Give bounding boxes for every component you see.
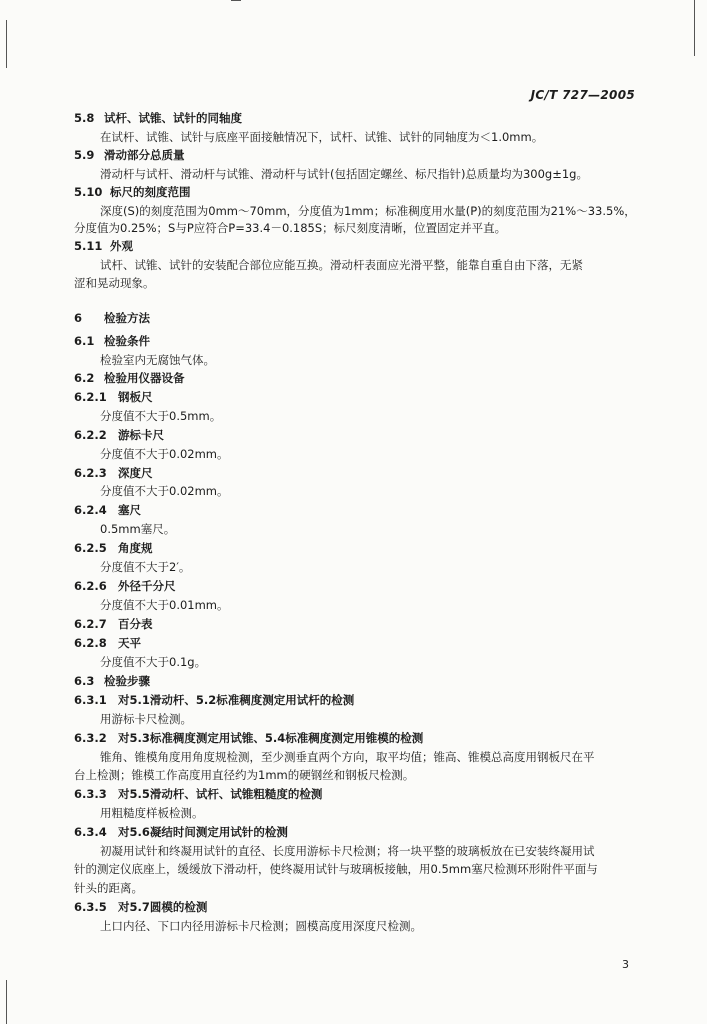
section-number: 6.3.4 (74, 825, 107, 839)
section-number: 5.10 (74, 185, 103, 199)
section-heading (74, 389, 153, 405)
section-title: 外观 (110, 239, 133, 253)
section-number: 6.2.4 (74, 503, 107, 517)
body-text-line: 初凝用试针和终凝用试针的直径、长度用游标卡尺检测；将一块平整的玻璃板放在已安装终凝用试 (100, 844, 595, 858)
body-text-line: 锥角、锥模角度用角度规检测，至少测垂直两个方向，取平均值；锥高、锥模总高度用钢板尺在平 (100, 750, 595, 764)
body-text-line: 0.5mm塞尺。 (100, 522, 176, 536)
section-heading (74, 899, 207, 915)
section-number: 6.3.2 (74, 731, 107, 745)
body-text-line: 涩和晃动现象。 (74, 276, 155, 290)
section-title: 游标卡尺 (118, 428, 164, 442)
section-number: 5.8 (74, 111, 95, 125)
section-title: 试杆、试锥、试针的同轴度 (104, 111, 242, 125)
section-number: 6.2 (74, 371, 95, 385)
body-text-line: 分度值不大于0.1g。 (100, 655, 207, 669)
section-title: 塞尺 (118, 503, 141, 517)
section-number: 6.2.7 (74, 617, 107, 631)
section-number: 6.2.5 (74, 541, 107, 555)
section-heading (74, 824, 288, 840)
section-title: 百分表 (118, 617, 153, 631)
body-text-line: 分度值不大于0.02mm。 (100, 447, 229, 461)
scan-edge-mark (6, 980, 7, 1024)
section-heading (74, 786, 322, 802)
section-number: 6 (74, 311, 83, 325)
body-text-line: 检验室内无腐蚀气体。 (100, 353, 215, 367)
standard-code: JC/T 727—2005 (530, 88, 635, 102)
section-heading (74, 673, 150, 689)
section-number: 5.11 (74, 239, 103, 253)
section-title: 对5.6凝结时间测定用试针的检测 (118, 825, 288, 839)
section-heading (74, 370, 185, 386)
body-text-line: 分度值为0.25%；S与P应符合P=33.4－0.185S；标尺刻度清晰，位置固定并平直。 (74, 221, 507, 235)
section-number: 6.3.5 (74, 900, 107, 914)
section-number: 6.2.1 (74, 390, 107, 404)
section-title: 对5.3标准稠度测定用试锥、5.4标准稠度测定用锥模的检测 (118, 731, 424, 745)
section-number: 6.2.6 (74, 579, 107, 593)
scan-edge-mark (6, 20, 7, 68)
section-number: 6.3 (74, 674, 95, 688)
section-title: 钢板尺 (118, 390, 153, 404)
body-text-line: 用游标卡尺检测。 (100, 712, 192, 726)
section-heading (74, 147, 185, 163)
section-heading (74, 540, 153, 556)
section-title: 角度规 (118, 541, 153, 555)
body-text-line: 分度值不大于0.02mm。 (100, 484, 229, 498)
section-number: 6.2.8 (74, 636, 107, 650)
section-number: 6.1 (74, 334, 95, 348)
section-heading (74, 310, 150, 326)
section-heading (74, 427, 164, 443)
page-number: 3 (622, 958, 629, 971)
scan-edge-mark (694, 0, 695, 56)
section-title: 检验条件 (104, 334, 150, 348)
section-number: 5.9 (74, 148, 95, 162)
section-title: 检验方法 (104, 311, 150, 325)
section-number: 6.2.3 (74, 466, 107, 480)
section-title: 外径千分尺 (118, 579, 176, 593)
body-text-line: 在试杆、试锥、试针与底座平面接触情况下，试杆、试锥、试针的同轴度为＜1.0mm。 (100, 130, 544, 144)
body-text-line: 台上检测；锥模工作高度用直径约为1mm的硬钢丝和钢板尺检测。 (74, 768, 415, 782)
section-title: 检验步骤 (104, 674, 150, 688)
body-text-line: 分度值不大于0.5mm。 (100, 409, 222, 423)
section-title: 天平 (118, 636, 141, 650)
body-text-line: 分度值不大于2′。 (100, 560, 191, 574)
body-text-line: 分度值不大于0.01mm。 (100, 598, 229, 612)
section-title: 检验用仪器设备 (104, 371, 185, 385)
body-text-line: 试杆、试锥、试针的安装配合部位应能互换。滑动杆表面应光滑平整，能靠自重自由下落，无紧 (100, 258, 583, 272)
body-text-line: 上口内径、下口内径用游标卡尺检测；圆模高度用深度尺检测。 (100, 919, 422, 933)
body-text-line: 针头的距离。 (74, 881, 143, 895)
section-title: 深度尺 (118, 466, 153, 480)
section-heading (74, 184, 191, 200)
section-title: 对5.1滑动杆、5.2标准稠度测定用试杆的检测 (118, 693, 355, 707)
section-title: 对5.7圆模的检测 (118, 900, 208, 914)
section-number: 6.2.2 (74, 428, 107, 442)
body-text-line: 滑动杆与试杆、滑动杆与试锥、滑动杆与试针(包括固定螺丝、标尺指针)总质量均为300g±1g。 (100, 167, 588, 181)
section-heading (74, 692, 354, 708)
scan-edge-mark (231, 0, 241, 1)
section-heading (74, 578, 176, 594)
section-number: 6.3.3 (74, 787, 107, 801)
section-heading (74, 635, 141, 651)
section-heading (74, 333, 150, 349)
section-heading (74, 465, 153, 481)
section-number: 6.3.1 (74, 693, 107, 707)
section-heading (74, 110, 242, 126)
section-heading (74, 502, 141, 518)
section-title: 对5.5滑动杆、试杆、试锥粗糙度的检测 (118, 787, 323, 801)
section-heading (74, 616, 153, 632)
body-text-line: 针的测定仪底座上，缓缓放下滑动杆，使终凝用试针与玻璃板接触，用0.5mm塞尺检测环形附件平面与 (74, 862, 598, 876)
section-heading (74, 238, 133, 254)
section-heading (74, 730, 423, 746)
section-title: 滑动部分总质量 (104, 148, 185, 162)
body-text-line: 深度(S)的刻度范围为0mm～70mm，分度值为1mm；标准稠度用水量(P)的刻度范围为21%～33.5%， (100, 204, 636, 218)
body-text-line: 用粗糙度样板检测。 (100, 806, 204, 820)
section-title: 标尺的刻度范围 (110, 185, 191, 199)
